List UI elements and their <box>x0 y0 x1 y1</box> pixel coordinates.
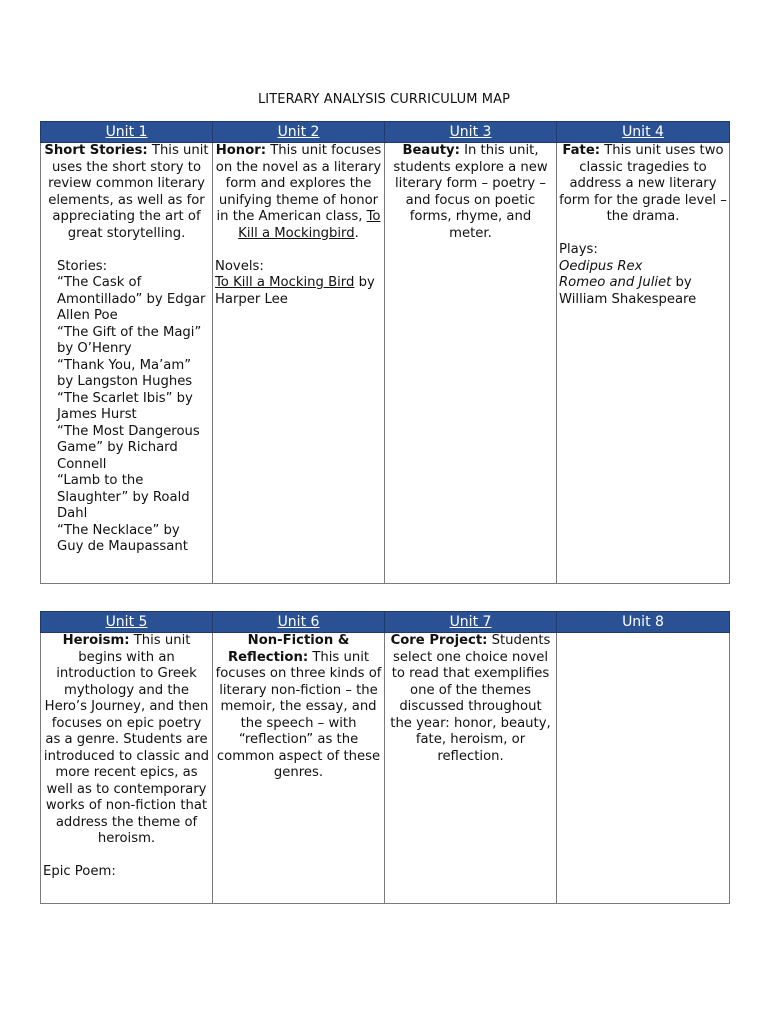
unit-5-summary: Heroism: This unit begins with an introduction to Greek mythology and the Hero’s Journey, and then focuses on epic poetry as a genre. Students are introduced to classic and more recent epics, as well as to contemporary works of non-fiction that address the theme of heroism. <box>43 633 210 846</box>
unit-7-summary: Core Project: Students select one choice novel to read that exemplifies one of the themes discussed throughout the year: honor, beauty, fate, heroism, or reflection. <box>390 633 551 764</box>
unit-6-summary: Non-Fiction & Reflection: This unit focuses on three kinds of literary non-fiction – the memoir, the essay, and the speech – with “reflection” as the common aspect of these genres. <box>215 633 382 780</box>
unit-3-cell <box>385 143 557 584</box>
unit-2-summary: Honor: This unit focuses on the novel as a literary form and explores the unifying theme of honor in the American class, To Kill a Mockingbird. <box>215 143 382 241</box>
list-item: “Lamb to the Slaughter” by Roald Dahl <box>57 473 190 521</box>
list-item: “The Gift of the Magi” by O’Henry <box>57 324 202 356</box>
unit-4-play-list: Plays: Oedipus Rex Romeo and Juliet by William Shakespeare <box>559 242 727 308</box>
curriculum-table-units-5-8 <box>40 611 730 904</box>
list-item: “The Most Dangerous Game” by Richard Connell <box>57 423 200 472</box>
unit-6-header[interactable]: Unit 6 <box>213 612 385 633</box>
unit-3-summary: Beauty: In this unit, students explore a new literary form – poetry – and focus on poetic forms, rhyme, and meter. <box>393 143 548 241</box>
list-item: “The Scarlet Ibis” by James Hurst <box>57 390 193 422</box>
unit-1-summary: Short Stories: This unit uses the short story to review common literary elements, as well as for appreciating the art of great storytelling. <box>44 143 209 241</box>
list-item: “The Cask of Amontillado” by Edgar Allen Poe <box>57 275 206 323</box>
header-row <box>41 612 730 633</box>
unit-4-header[interactable]: Unit 4 <box>557 122 730 143</box>
document-title: LITERARY ANALYSIS CURRICULUM MAP <box>257 92 511 107</box>
unit-2-novel-list: Novels: To Kill a Mocking Bird by Harper Lee <box>215 259 382 309</box>
unit-1-cell <box>41 143 213 584</box>
content-row <box>41 143 730 584</box>
unit-8-content <box>557 633 729 903</box>
unit-5-cell <box>41 633 213 904</box>
unit-5-header[interactable]: Unit 5 <box>41 612 213 633</box>
unit-2-header[interactable]: Unit 2 <box>213 122 385 143</box>
list-item: To Kill a Mocking Bird by Harper Lee <box>215 275 375 307</box>
list-item: Oedipus Rex <box>559 258 643 274</box>
header-row <box>41 122 730 143</box>
unit-8-header: Unit 8 <box>557 612 730 633</box>
list-item: “The Necklace” by Guy de Maupassant <box>57 522 188 554</box>
unit-1-header[interactable]: Unit 1 <box>41 122 213 143</box>
unit-8-cell <box>557 633 730 904</box>
unit-6-cell <box>213 633 385 904</box>
unit-7-header[interactable]: Unit 7 <box>385 612 557 633</box>
unit-5-epic-list: Epic Poem: <box>43 864 116 879</box>
book-title-link: To Kill a Mockingbird <box>238 209 381 241</box>
unit-4-summary: Fate: This unit uses two classic tragedies to address a new literary form for the grade level – the drama. <box>559 143 727 224</box>
unit-7-cell <box>385 633 557 904</box>
list-item: Romeo and Juliet by William Shakespeare <box>559 275 697 307</box>
unit-1-story-list: Stories: “The Cask of Amontillado” by Edgar Allen Poe “The Gift of the Magi” by O’Henry “Thank You, Ma’am” by Langston Hughes “The Scarlet Ibis” by James Hurst “The Most Dangerous Game” by Richard Connell “Lamb to the Slaughter” by Roald Dahl “The Necklace” by Guy de Maupassant <box>43 259 210 556</box>
content-row <box>41 633 730 904</box>
unit-2-cell <box>213 143 385 584</box>
curriculum-table-units-1-4 <box>40 121 730 584</box>
unit-4-cell <box>557 143 730 584</box>
list-item: “Thank You, Ma’am” by Langston Hughes <box>57 357 193 389</box>
unit-3-header[interactable]: Unit 3 <box>385 122 557 143</box>
